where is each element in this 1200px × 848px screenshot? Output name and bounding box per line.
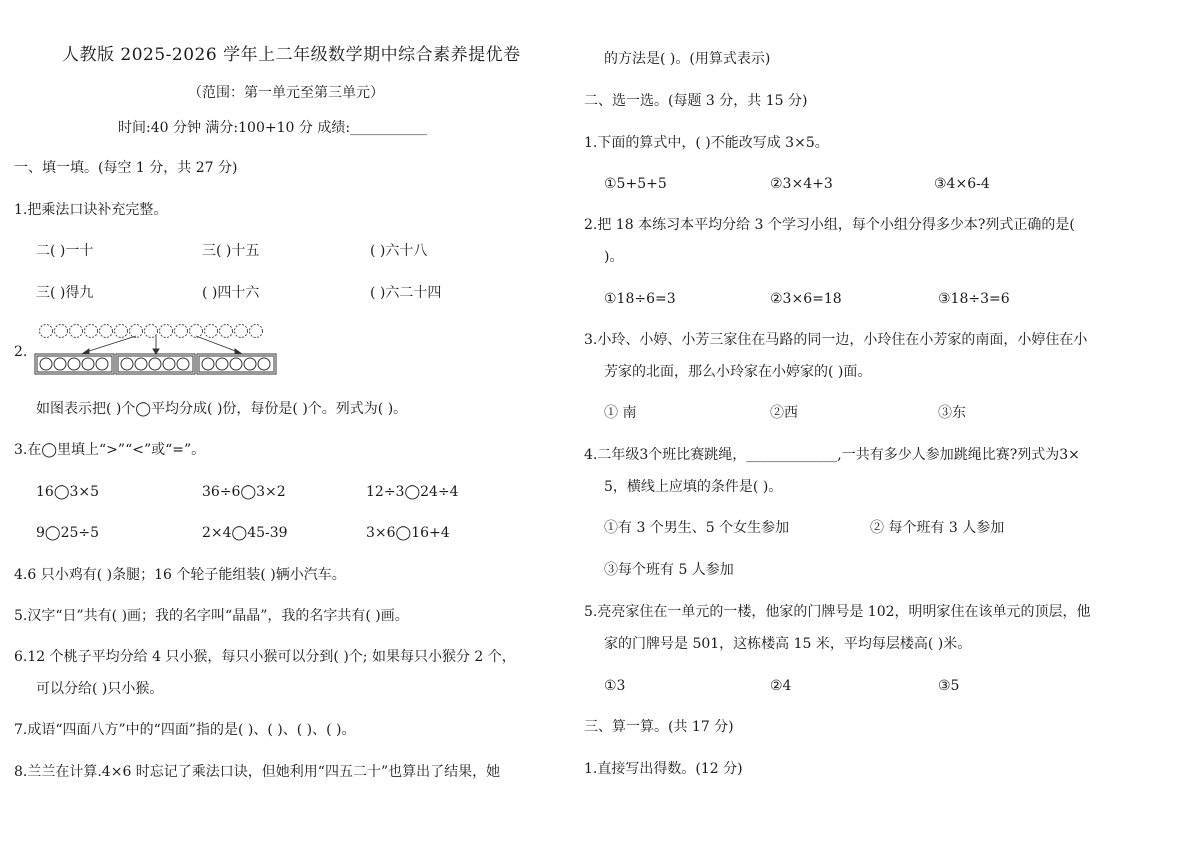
s1-q3-cell: 36÷6◯3×2: [202, 484, 286, 500]
s1-q3-text: 3.在◯里填上“>”“<”或“=”。: [14, 442, 206, 458]
s2-q4-line1: 4.二年级3个班比赛跳绳，_____________,一共有多少人参加跳绳比赛?列式为3×: [584, 447, 1080, 463]
s1-q2-text: 如图表示把( )个◯平均分成( )份，每份是( )个。列式为( )。: [36, 401, 408, 417]
s2-q5-option: ③5: [938, 678, 960, 694]
s2-q4-line2: 5，横线上应填的条件是( )。: [604, 479, 783, 495]
s2-q3-line2: 芳家的北面，那么小玲家在小婷家的( )面。: [604, 364, 872, 380]
s1-q1-cell: ( )六二十四: [370, 285, 442, 301]
s1-q3-cell: 12÷3◯24÷4: [366, 484, 459, 500]
s2-q5-line2: 家的门牌号是 501，这栋楼高 15 米，平均每层楼高( )米。: [604, 636, 972, 652]
group-boxes: [35, 354, 276, 374]
s2-q2-option: ①18÷6=3: [604, 291, 676, 307]
s1-q3-cell: 3×6◯16+4: [366, 525, 450, 541]
s2-q4-option: ③每个班有 5 人参加: [604, 562, 734, 578]
s2-q2-option: ③18÷3=6: [938, 291, 1010, 307]
section1-heading: 一、填一填。(每空 1 分，共 27 分): [14, 160, 238, 176]
s1-q1-cell: ( )四十六: [202, 285, 260, 301]
s2-q2-option: ②3×6=18: [770, 291, 842, 307]
s1-q3-cell: 2×4◯45-39: [202, 525, 288, 541]
s2-q1-option: ②3×4+3: [770, 176, 833, 192]
s2-q5-option: ①3: [604, 678, 626, 694]
exam-meta: 时间:40 分钟 满分:100+10 分 成绩:___________: [118, 120, 428, 136]
s2-q1-text: 1.下面的算式中，( )不能改写成 3×5。: [584, 135, 829, 151]
s1-q1-cell: ( )六十八: [370, 243, 428, 259]
s2-q2-line2: )。: [604, 249, 624, 265]
s1-q4: 4.6 只小鸡有( )条腿；16 个轮子能组装( )辆小汽车。: [14, 567, 346, 583]
s2-q3-option: ②西: [770, 405, 798, 421]
s2-q2-line1: 2.把 18 本练习本平均分给 3 个学习小组，每个小组分得多少本?列式正确的是(: [584, 217, 1075, 233]
section2-heading: 二、选一选。(每题 3 分，共 15 分): [584, 93, 808, 109]
s1-q6-line2: 可以分给( )只小猴。: [36, 681, 164, 697]
s2-q3-line1: 3.小玲、小婷、小芳三家住在马路的同一边，小玲住在小芳家的南面，小婷住在小: [584, 332, 1088, 348]
box-circles: [40, 358, 270, 370]
s2-q3-option: ③东: [938, 405, 966, 421]
s3-q1: 1.直接写出得数。(12 分): [584, 761, 743, 777]
s1-q2-number: 2.: [14, 344, 28, 360]
arrows: [82, 336, 242, 354]
s1-q6-line1: 6.12 个桃子平均分给 4 只小猴，每只小猴可以分到( )个; 如果每只小猴分 2 个，: [14, 649, 516, 665]
exam-scope: （范围：第一单元至第三单元）: [188, 85, 384, 101]
s2-q5-option: ②4: [770, 678, 792, 694]
s1-q3-cell: 16◯3×5: [36, 484, 100, 500]
s2-q5-line1: 5.亮亮家住在一单元的一楼，他家的门牌号是 102，明明家住在该单元的顶层，他: [584, 604, 1091, 620]
s1-q1-text: 1.把乘法口诀补充完整。: [14, 202, 168, 218]
s1-q8: 8.兰兰在计算.4×6 时忘记了乘法口诀，但她利用“四五二十”也算出了结果，她: [14, 764, 501, 780]
section3-heading: 三、算一算。(共 17 分): [584, 719, 734, 735]
s2-q4-option: ② 每个班有 3 人参加: [870, 520, 1005, 536]
s1-q1-cell: 三( )十五: [202, 243, 260, 259]
s1-q1-cell: 二( )一十: [36, 243, 94, 259]
exam-title: 人教版 2025-2026 学年上二年级数学期中综合素养提优卷: [62, 45, 521, 65]
circles-division-figure: [34, 320, 280, 378]
s1-q1-cell: 三( )得九: [36, 285, 94, 301]
s2-q4-option: ①有 3 个男生、5 个女生参加: [604, 520, 790, 536]
s1-q7: 7.成语“四面八方”中的“四面”指的是( )、( )、( )、( )。: [14, 722, 356, 738]
top-circles-row: [40, 325, 263, 338]
s1-q5: 5.汉字“日”共有( )画；我的名字叫“晶晶”，我的名字共有( )画。: [14, 608, 409, 624]
s1-q3-cell: 9◯25÷5: [36, 525, 100, 541]
q8-continuation: 的方法是( )。(用算式表示): [604, 51, 771, 67]
s2-q1-option: ①5+5+5: [604, 176, 667, 192]
s2-q3-option: ① 南: [604, 405, 637, 421]
s2-q1-option: ③4×6-4: [934, 176, 990, 192]
